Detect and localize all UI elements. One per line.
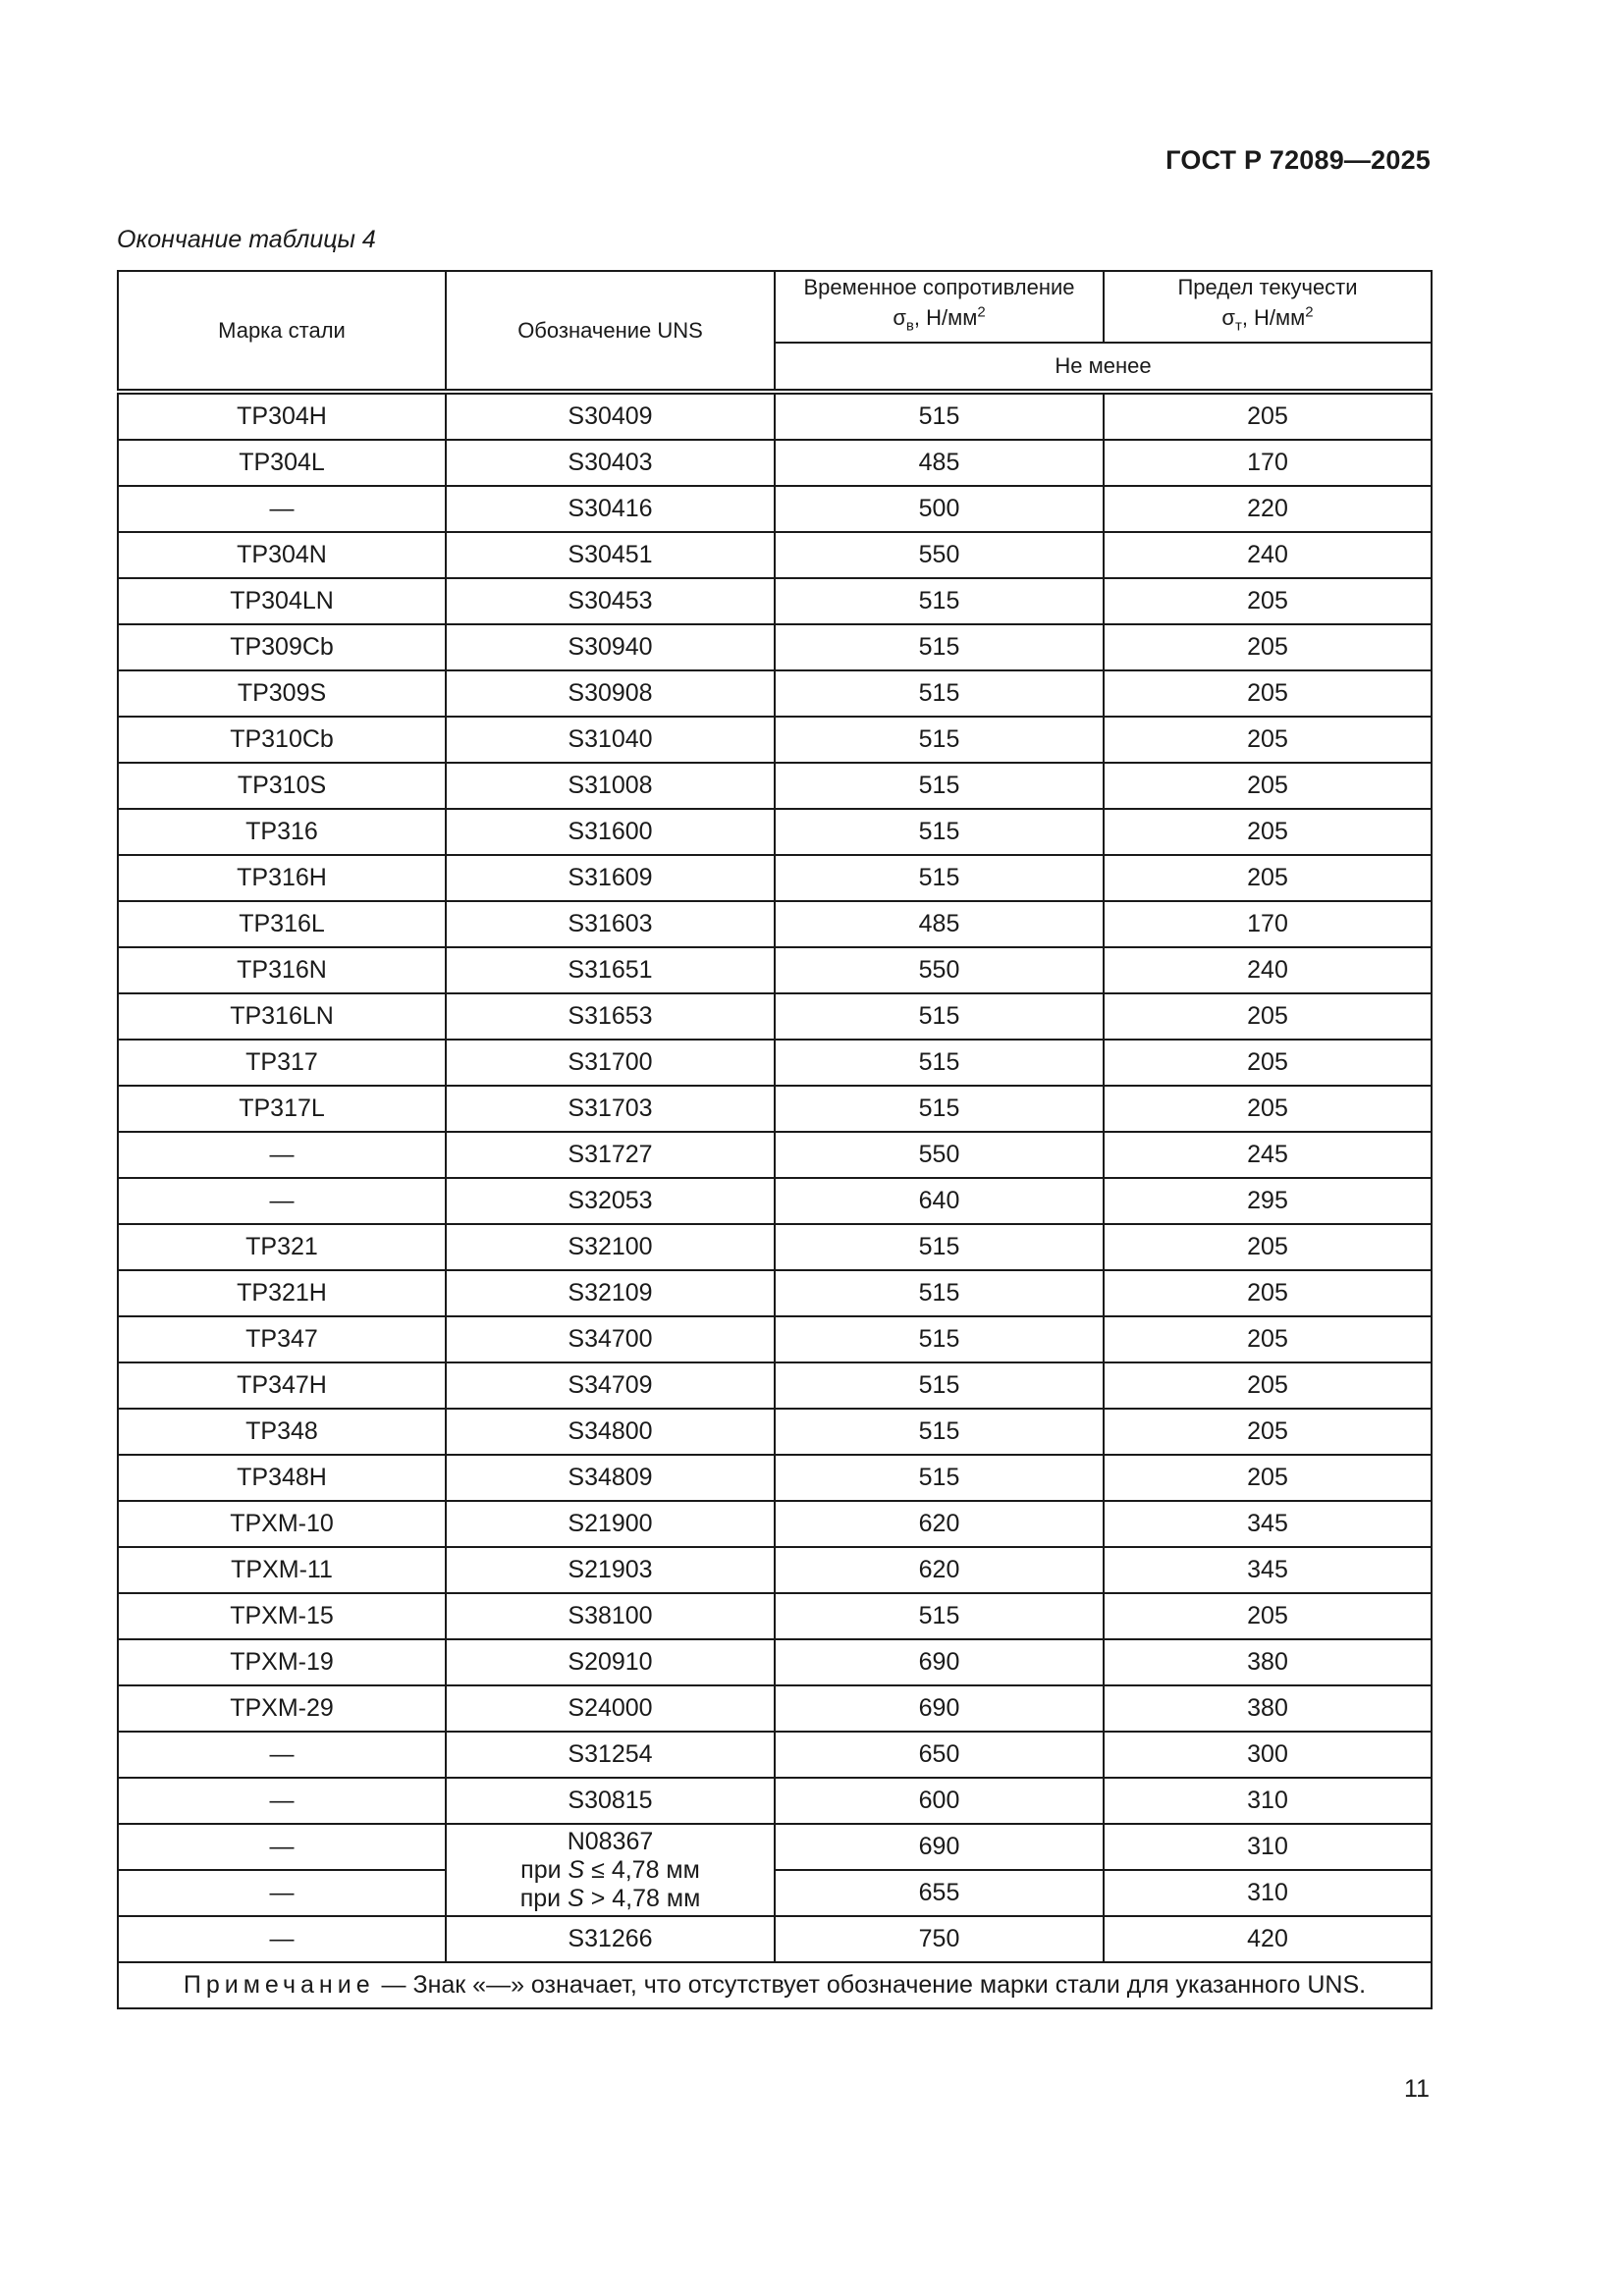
table-row <box>118 1547 1432 1593</box>
table-row <box>118 1224 1432 1270</box>
cell-tensile: 515 <box>775 578 1104 624</box>
cell-yield: 205 <box>1104 855 1432 901</box>
cell-steel-grade: TP309Cb <box>118 624 446 670</box>
cell-steel-grade: TP347H <box>118 1362 446 1409</box>
cell-steel-grade: TP309S <box>118 670 446 717</box>
cell-uns: S24000 <box>446 1685 775 1732</box>
cell-uns: S31603 <box>446 901 775 947</box>
cell-uns: S30453 <box>446 578 775 624</box>
cell-uns: S31254 <box>446 1732 775 1778</box>
cell-steel-grade: TPXM-10 <box>118 1501 446 1547</box>
cell-yield: 310 <box>1104 1870 1432 1916</box>
cell-uns: S30940 <box>446 624 775 670</box>
cell-tensile: 690 <box>775 1639 1104 1685</box>
cell-tensile: 515 <box>775 855 1104 901</box>
cell-tensile: 750 <box>775 1916 1104 1962</box>
cell-yield: 310 <box>1104 1824 1432 1870</box>
cell-yield: 205 <box>1104 1270 1432 1316</box>
cell-uns: S21900 <box>446 1501 775 1547</box>
cell-steel-grade: TPXM-29 <box>118 1685 446 1732</box>
header-yield-label: Предел текучести <box>1177 274 1358 299</box>
cell-tensile: 515 <box>775 993 1104 1040</box>
cell-tensile: 690 <box>775 1824 1104 1870</box>
header-yield-strength <box>1104 271 1432 343</box>
cell-tensile: 515 <box>775 1455 1104 1501</box>
table-row <box>118 440 1432 486</box>
cell-yield: 205 <box>1104 624 1432 670</box>
cell-steel-grade: TPXM-19 <box>118 1639 446 1685</box>
table-row <box>118 901 1432 947</box>
cell-yield: 205 <box>1104 717 1432 763</box>
table-row <box>118 1732 1432 1778</box>
cell-steel-grade: TP304H <box>118 392 446 440</box>
cell-yield: 170 <box>1104 901 1432 947</box>
cell-yield: 205 <box>1104 1409 1432 1455</box>
cell-steel-grade: TPXM-15 <box>118 1593 446 1639</box>
table-caption: Окончание таблицы 4 <box>117 226 376 253</box>
header-steel-grade: Марка стали <box>118 271 446 392</box>
header-uns: Обозначение UNS <box>446 271 775 392</box>
cell-tensile: 620 <box>775 1501 1104 1547</box>
cell-uns: S31700 <box>446 1040 775 1086</box>
cell-tensile: 515 <box>775 1362 1104 1409</box>
cell-steel-grade: TP316LN <box>118 993 446 1040</box>
cell-steel-grade: TP304L <box>118 440 446 486</box>
cell-tensile: 515 <box>775 763 1104 809</box>
table-row <box>118 1685 1432 1732</box>
cell-steel-grade: TP347 <box>118 1316 446 1362</box>
cell-steel-grade: — <box>118 1178 446 1224</box>
note-text: — Знак «—» означает, что отсутствует обозначение марки стали для указанного UNS. <box>374 1971 1367 1999</box>
table-row <box>118 392 1432 440</box>
cell-steel-grade: TPXM-11 <box>118 1547 446 1593</box>
cell-uns: S31040 <box>446 717 775 763</box>
cell-yield: 205 <box>1104 392 1432 440</box>
table-row <box>118 1916 1432 1962</box>
cell-steel-grade: TP304N <box>118 532 446 578</box>
table-row <box>118 1040 1432 1086</box>
cell-tensile: 515 <box>775 717 1104 763</box>
cell-tensile: 620 <box>775 1547 1104 1593</box>
table-row <box>118 1132 1432 1178</box>
table-row <box>118 717 1432 763</box>
cell-yield: 310 <box>1104 1778 1432 1824</box>
cell-tensile: 550 <box>775 947 1104 993</box>
table-row <box>118 1270 1432 1316</box>
cell-steel-grade: TP321H <box>118 1270 446 1316</box>
cell-steel-grade: — <box>118 1778 446 1824</box>
cell-uns: S30409 <box>446 392 775 440</box>
table-row <box>118 1870 1432 1916</box>
cell-steel-grade: TP310Cb <box>118 717 446 763</box>
cell-uns: S30908 <box>446 670 775 717</box>
cell-tensile: 485 <box>775 440 1104 486</box>
table-row <box>118 809 1432 855</box>
cell-uns: S31600 <box>446 809 775 855</box>
table-row <box>118 1593 1432 1639</box>
table-row <box>118 1501 1432 1547</box>
cell-yield: 205 <box>1104 763 1432 809</box>
cell-uns: S31609 <box>446 855 775 901</box>
page-number: 11 <box>1404 2075 1430 2103</box>
cell-steel-grade: — <box>118 1132 446 1178</box>
cell-yield: 345 <box>1104 1501 1432 1547</box>
cell-steel-grade: TP317L <box>118 1086 446 1132</box>
table-row <box>118 1316 1432 1362</box>
cell-steel-grade: — <box>118 1870 446 1916</box>
cell-yield: 240 <box>1104 532 1432 578</box>
table-row <box>118 1824 1432 1870</box>
table-row <box>118 578 1432 624</box>
cell-tensile: 515 <box>775 624 1104 670</box>
cell-yield: 380 <box>1104 1639 1432 1685</box>
cell-uns: S31703 <box>446 1086 775 1132</box>
cell-yield: 345 <box>1104 1547 1432 1593</box>
cell-yield: 380 <box>1104 1685 1432 1732</box>
cell-uns: S38100 <box>446 1593 775 1639</box>
cell-steel-grade: TP316 <box>118 809 446 855</box>
table-row <box>118 1362 1432 1409</box>
cell-yield: 295 <box>1104 1178 1432 1224</box>
cell-uns: S34700 <box>446 1316 775 1362</box>
cell-uns: S30416 <box>446 486 775 532</box>
table-row <box>118 763 1432 809</box>
steel-properties-table <box>117 270 1433 2009</box>
header-min-label: Не менее <box>775 343 1432 392</box>
cell-steel-grade: TP317 <box>118 1040 446 1086</box>
cell-steel-grade: — <box>118 1824 446 1870</box>
cell-tensile: 515 <box>775 1409 1104 1455</box>
cell-steel-grade: TP348 <box>118 1409 446 1455</box>
cell-tensile: 600 <box>775 1778 1104 1824</box>
cell-uns: S30815 <box>446 1778 775 1824</box>
table-row <box>118 1778 1432 1824</box>
cell-yield: 240 <box>1104 947 1432 993</box>
cell-yield: 205 <box>1104 993 1432 1040</box>
cell-steel-grade: TP310S <box>118 763 446 809</box>
cell-tensile: 515 <box>775 1270 1104 1316</box>
header-tensile-strength <box>775 271 1104 343</box>
table-row <box>118 486 1432 532</box>
cell-tensile: 550 <box>775 532 1104 578</box>
header-tensile-unit: $\sigma_в$, $Н/мм^2$ <box>893 303 986 335</box>
cell-uns: S31266 <box>446 1916 775 1962</box>
table-row <box>118 1455 1432 1501</box>
cell-tensile: 485 <box>775 901 1104 947</box>
cell-tensile: 515 <box>775 1224 1104 1270</box>
cell-uns-multi: N08367 при S ≤ 4,78 мм при S > 4,78 мм <box>446 1824 775 1916</box>
cell-tensile: 515 <box>775 1316 1104 1362</box>
table-row <box>118 670 1432 717</box>
cell-tensile: 515 <box>775 1593 1104 1639</box>
cell-uns: S31727 <box>446 1132 775 1178</box>
cell-uns: S30451 <box>446 532 775 578</box>
cell-tensile: 515 <box>775 809 1104 855</box>
table-row <box>118 1409 1432 1455</box>
cell-tensile: 640 <box>775 1178 1104 1224</box>
cell-yield: 205 <box>1104 670 1432 717</box>
cell-uns: S34809 <box>446 1455 775 1501</box>
document-code: ГОСТ Р 72089—2025 <box>1165 145 1431 175</box>
cell-steel-grade: TP316H <box>118 855 446 901</box>
cell-tensile: 515 <box>775 1040 1104 1086</box>
cell-uns: S31651 <box>446 947 775 993</box>
cell-uns: S34709 <box>446 1362 775 1409</box>
header-tensile-label: Временное сопротивление <box>803 274 1075 299</box>
cell-steel-grade: TP316N <box>118 947 446 993</box>
cell-tensile: 650 <box>775 1732 1104 1778</box>
cell-tensile: 515 <box>775 392 1104 440</box>
table-row <box>118 1178 1432 1224</box>
cell-yield: 205 <box>1104 809 1432 855</box>
cell-uns: S20910 <box>446 1639 775 1685</box>
cell-yield: 300 <box>1104 1732 1432 1778</box>
table-body <box>118 392 1432 2008</box>
table-header-row <box>118 271 1432 343</box>
cell-tensile: 655 <box>775 1870 1104 1916</box>
cell-uns: S32109 <box>446 1270 775 1316</box>
cell-yield: 205 <box>1104 1316 1432 1362</box>
cell-yield: 245 <box>1104 1132 1432 1178</box>
table-row <box>118 947 1432 993</box>
table-row <box>118 1639 1432 1685</box>
header-yield-unit: $\sigma_т$, $Н/мм^2$ <box>1221 303 1314 335</box>
cell-yield: 420 <box>1104 1916 1432 1962</box>
cell-uns: S31653 <box>446 993 775 1040</box>
table-row <box>118 532 1432 578</box>
cell-uns: S32053 <box>446 1178 775 1224</box>
cell-uns: S34800 <box>446 1409 775 1455</box>
cell-steel-grade: TP348H <box>118 1455 446 1501</box>
cell-yield: 170 <box>1104 440 1432 486</box>
table-row <box>118 993 1432 1040</box>
note-lead: Примечание <box>183 1971 375 1999</box>
cell-tensile: 500 <box>775 486 1104 532</box>
cell-yield: 220 <box>1104 486 1432 532</box>
cell-steel-grade: — <box>118 486 446 532</box>
cell-steel-grade: TP304LN <box>118 578 446 624</box>
cell-steel-grade: — <box>118 1916 446 1962</box>
cell-yield: 205 <box>1104 578 1432 624</box>
table-row <box>118 1086 1432 1132</box>
table-note <box>118 1962 1432 2008</box>
cell-steel-grade: TP316L <box>118 901 446 947</box>
cell-tensile: 515 <box>775 670 1104 717</box>
cell-yield: 205 <box>1104 1593 1432 1639</box>
table-row <box>118 624 1432 670</box>
cell-yield: 205 <box>1104 1362 1432 1409</box>
table-row <box>118 855 1432 901</box>
cell-uns: S31008 <box>446 763 775 809</box>
cell-yield: 205 <box>1104 1224 1432 1270</box>
cell-uns: S30403 <box>446 440 775 486</box>
cell-uns: S32100 <box>446 1224 775 1270</box>
cell-tensile: 690 <box>775 1685 1104 1732</box>
cell-yield: 205 <box>1104 1040 1432 1086</box>
cell-yield: 205 <box>1104 1455 1432 1501</box>
cell-tensile: 550 <box>775 1132 1104 1178</box>
cell-tensile: 515 <box>775 1086 1104 1132</box>
table-note-row <box>118 1962 1432 2008</box>
cell-steel-grade: — <box>118 1732 446 1778</box>
cell-uns: S21903 <box>446 1547 775 1593</box>
cell-steel-grade: TP321 <box>118 1224 446 1270</box>
cell-yield: 205 <box>1104 1086 1432 1132</box>
